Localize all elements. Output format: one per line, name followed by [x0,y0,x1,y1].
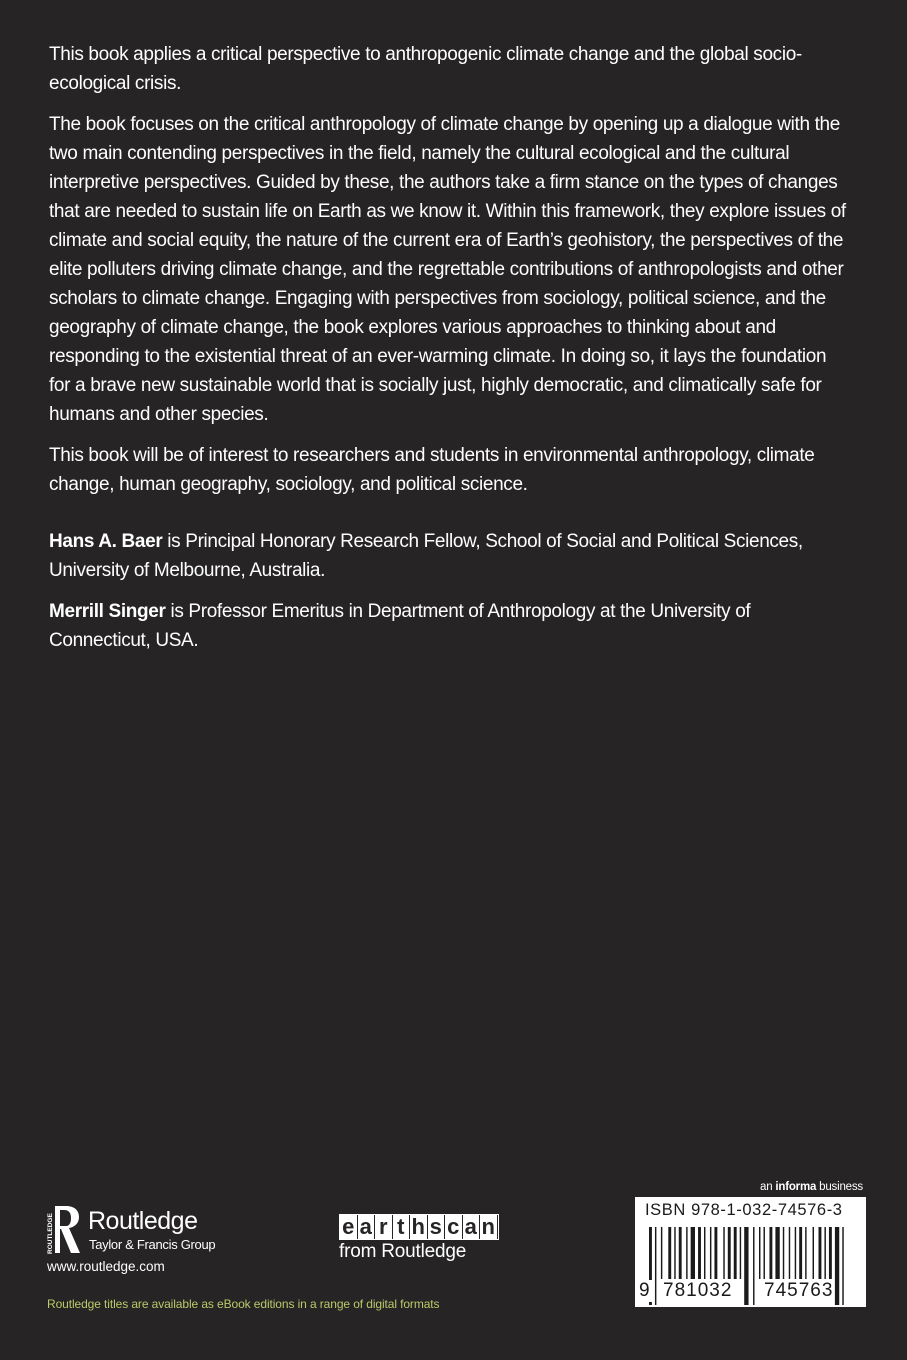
barcode-bar [710,1227,711,1279]
earthscan-letter: r [375,1215,393,1239]
barcode-bar [661,1227,662,1279]
author-bio-text-1: is Principal Honorary Research Fellow, School of Social and Political Sciences, University of Melbourne, Australia. [49,531,803,581]
barcode-bar [686,1227,687,1279]
informa-tagline [760,1181,863,1193]
earthscan-logo [339,1214,495,1266]
barcode-bar [824,1227,825,1279]
author-name-2: Merrill Singer [49,601,166,622]
routledge-r-icon [46,1204,82,1256]
barcode-bar [753,1227,754,1305]
barcode-bar [842,1227,843,1305]
barcode-bar [819,1227,822,1279]
informa-suffix: business [816,1181,863,1193]
informa-bold: informa [775,1181,817,1193]
barcode-bar [829,1227,832,1279]
routledge-vertical-mark: ROUTLEDGE [47,1213,54,1254]
barcode-bar [813,1227,814,1279]
earthscan-letter: a [463,1215,481,1239]
barcode-bar [674,1227,675,1279]
barcode-bar [769,1227,772,1279]
earthscan-letter: t [393,1215,411,1239]
barcode-bar [734,1227,737,1279]
blurb-paragraph-2: The book focuses on the critical anthropology of climate change by opening up a dialogue with the two main contending perspectives in the field, namely the cultural ecological and the cultural interpretive perspectives. Guided by these, the authors take a firm stance on the types of changes that are needed to sustain life on Earth as we know it. Within this framework, they explore issues of climate and social equity, the nature of the current era of Earth’s geohistory, the perspectives of the elite polluters driving climate change, and the regrettable contributions of anthropologists and other scholars to climate change. Engaging with perspectives from sociology, political science, and the geography of climate change, the book explores various approaches to thinking about and responding to the existential threat of an ever-warming climate. In doing so, it lays the foundation for a brave new sustainable world that is socially just, highly democratic, and climatically safe for humans and other species. [49,114,846,425]
barcode-bar [775,1227,779,1279]
barcode-right-digits: 745763 [764,1280,834,1301]
earthscan-letter: e [340,1215,358,1239]
earthscan-letter: h [410,1215,428,1239]
barcode-bar [714,1227,717,1279]
earthscan-letter: n [480,1215,498,1239]
ebook-note: Routledge titles are available as eBook editions in a range of digital formats [47,1297,440,1311]
author-bio-2 [49,597,849,655]
back-cover-blurb [49,40,849,667]
routledge-name: Routledge [88,1207,198,1235]
earthscan-subtitle: from Routledge [339,1241,467,1262]
earthscan-letter: s [428,1215,446,1239]
barcode-bar [691,1227,695,1279]
barcode-bar [799,1227,802,1279]
isbn-barcode-block [635,1197,866,1307]
barcode-first-digit: 9 [639,1280,651,1301]
barcode-bar [704,1227,705,1279]
blurb-paragraph-1: This book applies a critical perspective to anthropogenic climate change and the global socio-ecological crisis. [49,44,802,94]
barcode-bar [744,1227,748,1305]
routledge-group: Taylor & Francis Group [89,1237,216,1252]
author-bio-1 [49,527,849,585]
publisher-url[interactable]: www.routledge.com [47,1259,165,1274]
barcode-bar [764,1227,765,1279]
barcode-bar [728,1227,731,1279]
author-bio-text-2: is Professor Emeritus in Department of Anthropology at the University of Connecticut, USA. [49,601,751,651]
isbn-label: ISBN 978-1-032-74576-3 [645,1201,843,1219]
author-name-1: Hans A. Baer [49,531,163,552]
informa-prefix: an [760,1181,776,1193]
barcode-bar [698,1227,701,1279]
barcode-bar [679,1227,682,1279]
barcode-bar [805,1227,806,1279]
barcode-bar [759,1227,760,1279]
barcode-bar [740,1227,741,1279]
barcode-bar [795,1227,796,1279]
barcode-bar [668,1227,671,1279]
barcode-bar [783,1227,784,1279]
barcode-bar [835,1227,839,1305]
routledge-logo [46,1204,246,1256]
barcode-bar [723,1227,724,1279]
barcode-bar [789,1227,790,1279]
earthscan-letter: c [445,1215,463,1239]
barcode-bar [655,1227,656,1305]
blurb-paragraph-3: This book will be of interest to researchers and students in environmental anthropology, climate change, human geography, sociology, and political science. [49,445,815,495]
earthscan-letter: a [358,1215,376,1239]
barcode-left-digits: 781032 [663,1280,733,1301]
earthscan-wordmark [339,1214,499,1240]
